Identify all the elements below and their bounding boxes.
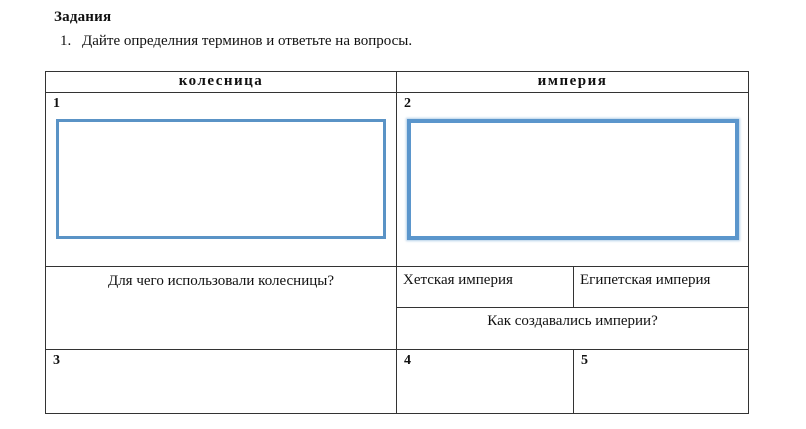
question-cell-empire	[397, 308, 749, 349]
worksheet-table	[45, 71, 749, 414]
answer-cell-3[interactable]	[46, 349, 397, 413]
column-header-empire: империя	[397, 72, 749, 93]
answer-box-chariot[interactable]	[56, 119, 386, 239]
egyptian-empire-cell	[574, 267, 749, 308]
column-header-chariot: колесница	[46, 72, 397, 93]
question-chariot: Для чего использовали колесницы?	[107, 273, 335, 290]
hittite-empire-cell	[397, 267, 574, 308]
question-empire: Как создавались империи?	[487, 313, 658, 330]
task-number: 1.	[60, 33, 72, 49]
definition-row	[46, 93, 749, 267]
cell-number-2: 2	[404, 96, 411, 112]
definition-cell-2	[397, 93, 749, 267]
cell-number-3: 3	[53, 352, 60, 368]
page-heading: Задания	[54, 9, 112, 25]
hittite-empire-label: Хетская империя	[403, 272, 513, 289]
answer-cell-5[interactable]	[574, 349, 749, 413]
task-instruction	[60, 33, 412, 50]
answer-box-empire[interactable]	[407, 119, 739, 240]
task-text: Дайте определния терминов и ответьте на вопросы.	[82, 33, 413, 49]
cell-number-1: 1	[53, 96, 60, 112]
question-cell-chariot	[46, 267, 397, 349]
answer-cell-4[interactable]	[397, 349, 574, 413]
cell-number-4: 4	[404, 352, 411, 368]
numbered-row	[46, 349, 749, 413]
definition-cell-1	[46, 93, 397, 267]
cell-number-5: 5	[581, 352, 588, 368]
header-row	[46, 72, 749, 93]
question-row-top	[46, 267, 749, 308]
egyptian-empire-label: Египетская империя	[580, 272, 711, 289]
